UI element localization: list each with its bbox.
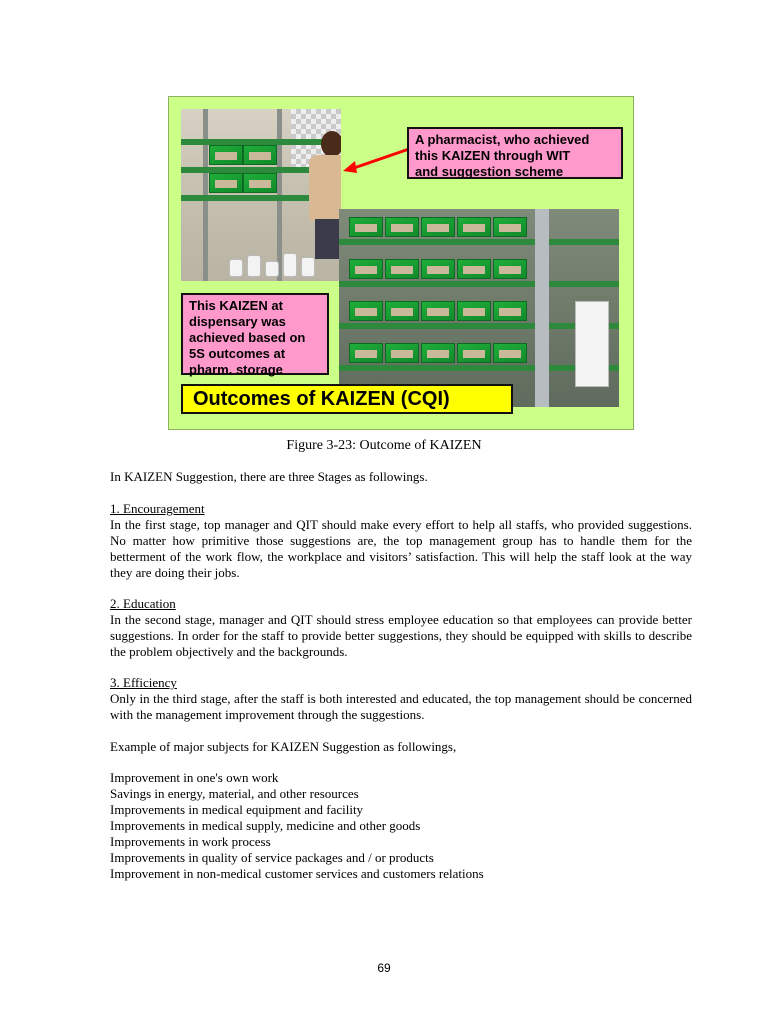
storage-bin xyxy=(209,173,243,193)
section-text-education: In the second stage, manager and QIT should stress employee education so that employees can provide better suggestions. In order for the staff to provide better suggestions, they should be equipped with skills to describe the problem objectively and the backgrounds. xyxy=(110,612,692,659)
kaizen-figure xyxy=(168,96,634,430)
pharmacist-body xyxy=(309,155,341,221)
medicine-bottles xyxy=(221,237,331,277)
pharmacist-head xyxy=(321,131,341,157)
shelf-rail xyxy=(339,281,619,287)
list-item: Savings in energy, material, and other resources xyxy=(110,786,359,801)
shelf-post xyxy=(535,209,549,407)
dispensary-callout: This KAIZEN at dispensary was achieved based on 5S outcomes at pharm. storage xyxy=(181,293,329,375)
storage-shelves-photo xyxy=(339,209,619,407)
list-item: Improvements in work process xyxy=(110,834,271,849)
examples-intro: Example of major subjects for KAIZEN Suggestion as followings, xyxy=(110,739,457,754)
page-number: 69 xyxy=(377,961,391,975)
section-text-encouragement: In the first stage, top manager and QIT should make every effort to help all staffs, who provided suggestions. No matter how primitive those suggestions are, the top management group has to handle them for the betterment of the work flow, the workplace and visitors’ satisfaction. This will help the staff look at the way they are doing their jobs. xyxy=(110,517,692,580)
list-item: Improvements in medical supply, medicine and other goods xyxy=(110,818,421,833)
section-heading-education: 2. Education xyxy=(110,596,176,611)
figure-banner: Outcomes of KAIZEN (CQI) xyxy=(181,384,513,414)
callout-arrow-icon xyxy=(341,147,411,173)
pharmacist-callout: A pharmacist, who achieved this KAIZEN through WIT and suggestion scheme xyxy=(407,127,623,179)
section-heading-encouragement: 1. Encouragement xyxy=(110,501,205,516)
list-item: Improvements in quality of service packages and / or products xyxy=(110,850,434,865)
figure-caption: Figure 3-23: Outcome of KAIZEN xyxy=(286,438,482,453)
examples-list xyxy=(110,770,692,882)
pharmacist-photo xyxy=(181,109,341,281)
supply-box xyxy=(575,301,609,387)
section-text-efficiency: Only in the third stage, after the staff is both interested and educated, the top management should be concerned with the management improvement through the suggestions. xyxy=(110,691,692,722)
storage-bin xyxy=(243,173,277,193)
shelf-rail xyxy=(339,239,619,245)
storage-bin xyxy=(243,145,277,165)
list-item: Improvements in medical equipment and facility xyxy=(110,802,364,817)
section-heading-efficiency: 3. Efficiency xyxy=(110,675,177,690)
list-item: Improvement in non-medical customer services and customers relations xyxy=(110,866,484,881)
intro-paragraph: In KAIZEN Suggestion, there are three Stages as followings. xyxy=(110,469,428,484)
storage-bin xyxy=(209,145,243,165)
list-item: Improvement in one's own work xyxy=(110,770,279,785)
